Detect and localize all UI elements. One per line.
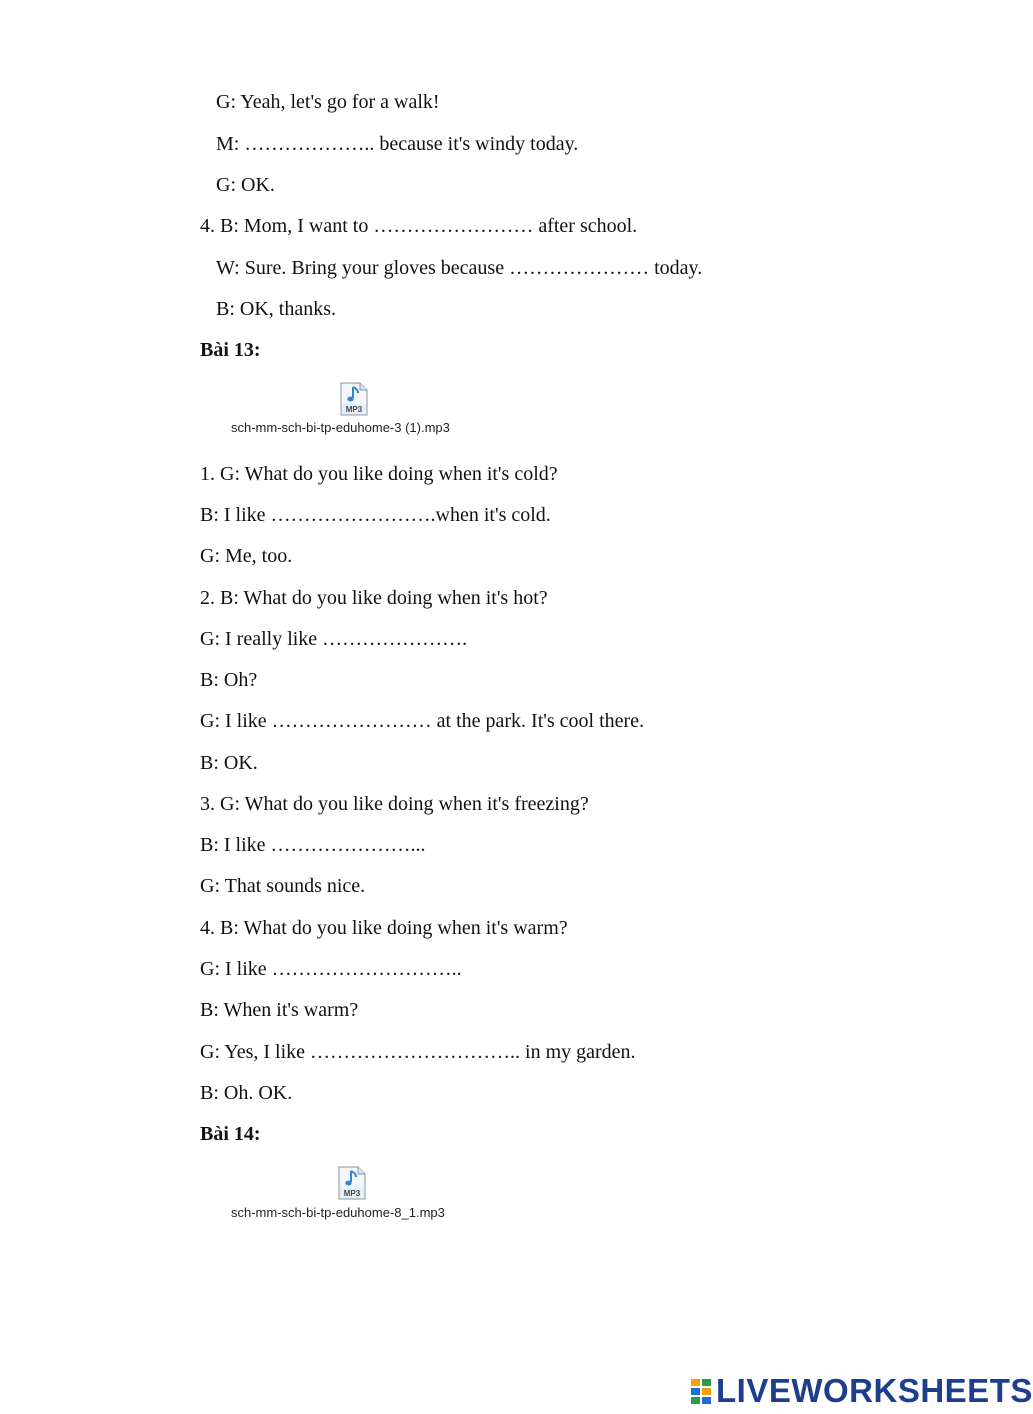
dialogue-line: B: When it's warm? — [200, 999, 359, 1021]
logo-block — [702, 1388, 711, 1395]
dialogue-line: B: OK. — [200, 752, 258, 774]
exercise-heading: Bài 13: — [200, 339, 261, 361]
mp3-file-icon[interactable] — [339, 382, 369, 416]
dialogue-line: G: Me, too. — [200, 545, 293, 567]
logo-block — [691, 1397, 700, 1404]
liveworksheets-mark-icon — [690, 1377, 712, 1405]
audio-file-name[interactable]: sch-mm-sch-bi-tp-eduhome-3 (1).mp3 — [231, 420, 450, 435]
dialogue-line: G: That sounds nice. — [200, 875, 366, 897]
audio-file-name[interactable]: sch-mm-sch-bi-tp-eduhome-8_1.mp3 — [231, 1205, 445, 1220]
dialogue-line: 1. G: What do you like doing when it's cold? — [200, 463, 558, 485]
logo-block — [702, 1379, 711, 1386]
dialogue-line: G: I really like …………………. — [200, 628, 468, 650]
dialogue-line: 4. B: What do you like doing when it's warm? — [200, 917, 568, 939]
dialogue-line: B: Oh? — [200, 669, 258, 691]
dialogue-line: 2. B: What do you like doing when it's hot? — [200, 587, 548, 609]
dialogue-line: B: I like …………………….when it's cold. — [200, 504, 551, 526]
dialogue-line: 4. B: Mom, I want to …………………… after school. — [200, 215, 638, 237]
dialogue-line: B: Oh. OK. — [200, 1082, 293, 1104]
mp3-file-icon[interactable] — [337, 1166, 367, 1200]
dialogue-line: G: OK. — [216, 174, 275, 196]
dialogue-line: M: ……………….. because it's windy today. — [216, 133, 579, 155]
dialogue-line: 3. G: What do you like doing when it's freezing? — [200, 793, 589, 815]
dialogue-line: G: I like ……………………….. — [200, 958, 462, 980]
dialogue-line: B: OK, thanks. — [216, 298, 336, 320]
dialogue-line: G: Yeah, let's go for a walk! — [216, 91, 440, 113]
dialogue-line: G: I like …………………… at the park. It's cool there. — [200, 710, 645, 732]
logo-block — [702, 1397, 711, 1404]
exercise-heading: Bài 14: — [200, 1123, 261, 1145]
dialogue-line: G: Yes, I like ………………………….. in my garden. — [200, 1041, 636, 1063]
mp3-icon-label: MP3 — [343, 1189, 361, 1198]
logo-block — [691, 1379, 700, 1386]
liveworksheets-wordmark: LIVEWORKSHEETS — [716, 1372, 1033, 1409]
mp3-icon-label: MP3 — [345, 405, 363, 414]
dialogue-line: B: I like …………………... — [200, 834, 426, 856]
dialogue-line: W: Sure. Bring your gloves because ………………… today. — [216, 257, 703, 279]
logo-block — [691, 1388, 700, 1395]
liveworksheets-logo — [690, 1373, 1033, 1409]
